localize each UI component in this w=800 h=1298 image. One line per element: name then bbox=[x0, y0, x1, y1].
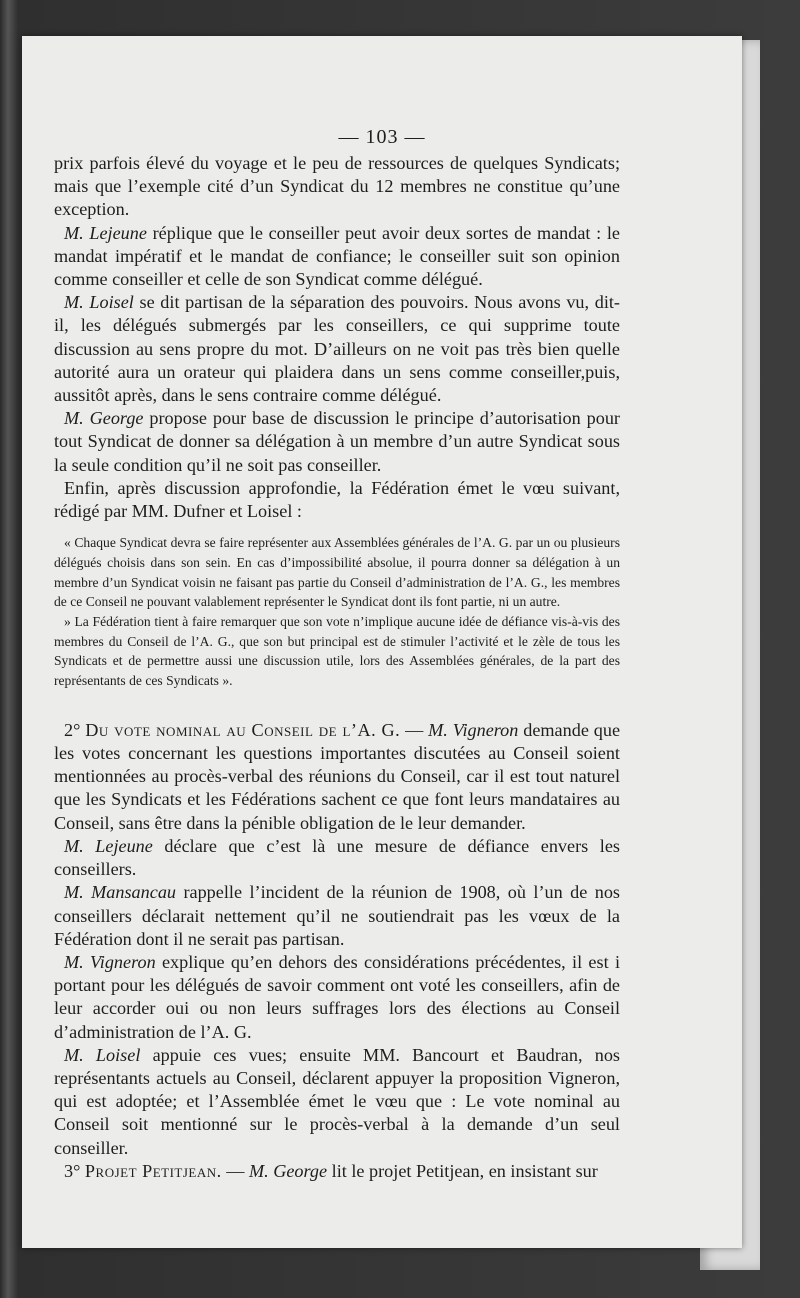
speaker-name: M. Vigneron bbox=[64, 951, 156, 972]
second-section bbox=[54, 719, 620, 1183]
quote-paragraph: » La Fédération tient à faire remarquer que son vote n’implique aucune idée de défiance vis-à-vis des membres du Conseil de l’A. G., que son but principal est de stimuler l’activité et le zèle de tous les Syndicats et de permettre aussi une discussion utile, lors des Assemblées générales, de la part des représentants de ces Syndicats ». bbox=[54, 614, 620, 689]
paragraph-text: prix parfois élevé du voyage et le peu de ressources de quelques Syndicats; mais que l’exemple cité d’un Syndicat du 12 membres ne constitue qu’une exception. bbox=[54, 153, 620, 220]
first-section bbox=[54, 152, 620, 523]
resolution-quote bbox=[54, 533, 620, 691]
paragraph bbox=[54, 835, 620, 881]
paragraph-text: propose pour base de discussion le principe d’autorisation pour tout Syndicat de donner sa délégation à un membre d’un autre Syndicat sous la seule condition qu’il ne soit pas conseiller. bbox=[54, 408, 620, 475]
page-number: — 103 — bbox=[338, 126, 426, 148]
speaker-name: M. George bbox=[64, 408, 144, 429]
paragraph-text: 2° bbox=[64, 719, 86, 740]
paragraph-text: appuie ces vues; ensuite MM. Bancourt et Baudran, nos représentants actuels au Conseil, déclarent appuyer la proposition Vigneron, qui est adoptée; et l’Assemblée émet le vœu que : Le vote nominal au Conseil soit mentionné sur le procès-verbal à la demande d’un seul conseiller. bbox=[54, 1044, 620, 1158]
paragraph-text: déclare que c’est là une mesure de défiance envers les conseillers. bbox=[54, 835, 620, 880]
paragraph bbox=[54, 477, 620, 523]
paragraph-text: explique qu’en dehors des considérations précédentes, il est i portant pour les délégués de savoir comment ont voté les conseillers, afin de leur accorder oui ou non leurs suffrages lors des élections au Conseil d’administration de l’A. G. bbox=[54, 951, 620, 1042]
paragraph-text: rappelle l’incident de la réunion de 1908, où l’un de nos conseillers déclarait nettement qu’il ne soutiendrait pas les vœux de la Fédération dont il ne serait pas partisan. bbox=[54, 882, 621, 949]
paragraph-text: — bbox=[400, 719, 429, 740]
paragraph bbox=[54, 407, 620, 477]
paragraph bbox=[54, 152, 620, 222]
paragraph bbox=[54, 222, 620, 292]
paragraph-text: lit le projet Petitjean, en insistant sur bbox=[327, 1160, 598, 1181]
speaker-name: M. Lejeune bbox=[64, 222, 147, 243]
paragraph bbox=[54, 951, 620, 1044]
paragraph-text: réplique que le conseiller peut avoir deux sortes de mandat : le mandat impératif et le mandat de confiance; le conseiller suit son opinion comme conseiller et celle de son Syndicat comme délégué. bbox=[54, 222, 620, 290]
section-gap bbox=[54, 705, 620, 719]
speaker-name: M. Lejeune bbox=[64, 835, 153, 856]
speaker-name: M. George bbox=[248, 1160, 328, 1181]
speaker-name: M. Vigneron bbox=[428, 719, 519, 740]
section-heading: Du vote nominal au Conseil de l’A. G. bbox=[85, 719, 401, 740]
paragraph bbox=[54, 1160, 620, 1183]
paragraph bbox=[54, 291, 620, 407]
book-page bbox=[22, 36, 742, 1248]
paragraph bbox=[54, 1044, 620, 1160]
paragraph-text: — bbox=[221, 1160, 249, 1181]
page-body bbox=[54, 152, 620, 1183]
paragraph bbox=[54, 881, 620, 951]
paragraph-text: se dit partisan de la séparation des pouvoirs. Nous avons vu, dit-il, les délégués submergés par les conseillers, ce qui supprime toute discussion au sens propre du mot. D’ailleurs on ne voit pas très bien quelle autorité aura un orateur qui plaidera dans un sens comme conseiller,puis, aussitôt après, dans le sens contraire comme délégué. bbox=[54, 292, 620, 406]
paragraph bbox=[54, 719, 620, 835]
paragraph-text: 3° bbox=[64, 1160, 85, 1181]
speaker-name: M. Loisel bbox=[64, 292, 134, 313]
section-heading: Projet Petitjean. bbox=[84, 1160, 222, 1181]
quote-paragraph: « Chaque Syndicat devra se faire représenter aux Assemblées générales de l’A. G. par un ou plusieurs délégués choisis dans son sein. En cas d’impossibilité absolue, il pourra donner sa délégation à un membre d’un Syndicat voisin ne faisant pas partie du Conseil d’administration de l’A. G., les membres de ce Conseil ne pouvant valablement représenter le Syndicat dont ils font partie, ni un autre. bbox=[54, 535, 620, 610]
speaker-name: M. Mansancau bbox=[64, 882, 177, 903]
paragraph-text: Enfin, après discussion approfondie, la Fédération émet le vœu suivant, rédigé par MM. Dufner et Loisel : bbox=[54, 477, 620, 522]
paragraph-text: demande que les votes concernant les questions importantes discutées au Conseil soient mentionnées au procès-verbal des réunions du Conseil, car il est tout naturel que les Syndicats et les Fédérations sachent ce que font leurs mandataires au Conseil, sans être dans la pénible obligation de le leur demander. bbox=[54, 719, 621, 833]
speaker-name: M. Loisel bbox=[64, 1044, 141, 1065]
